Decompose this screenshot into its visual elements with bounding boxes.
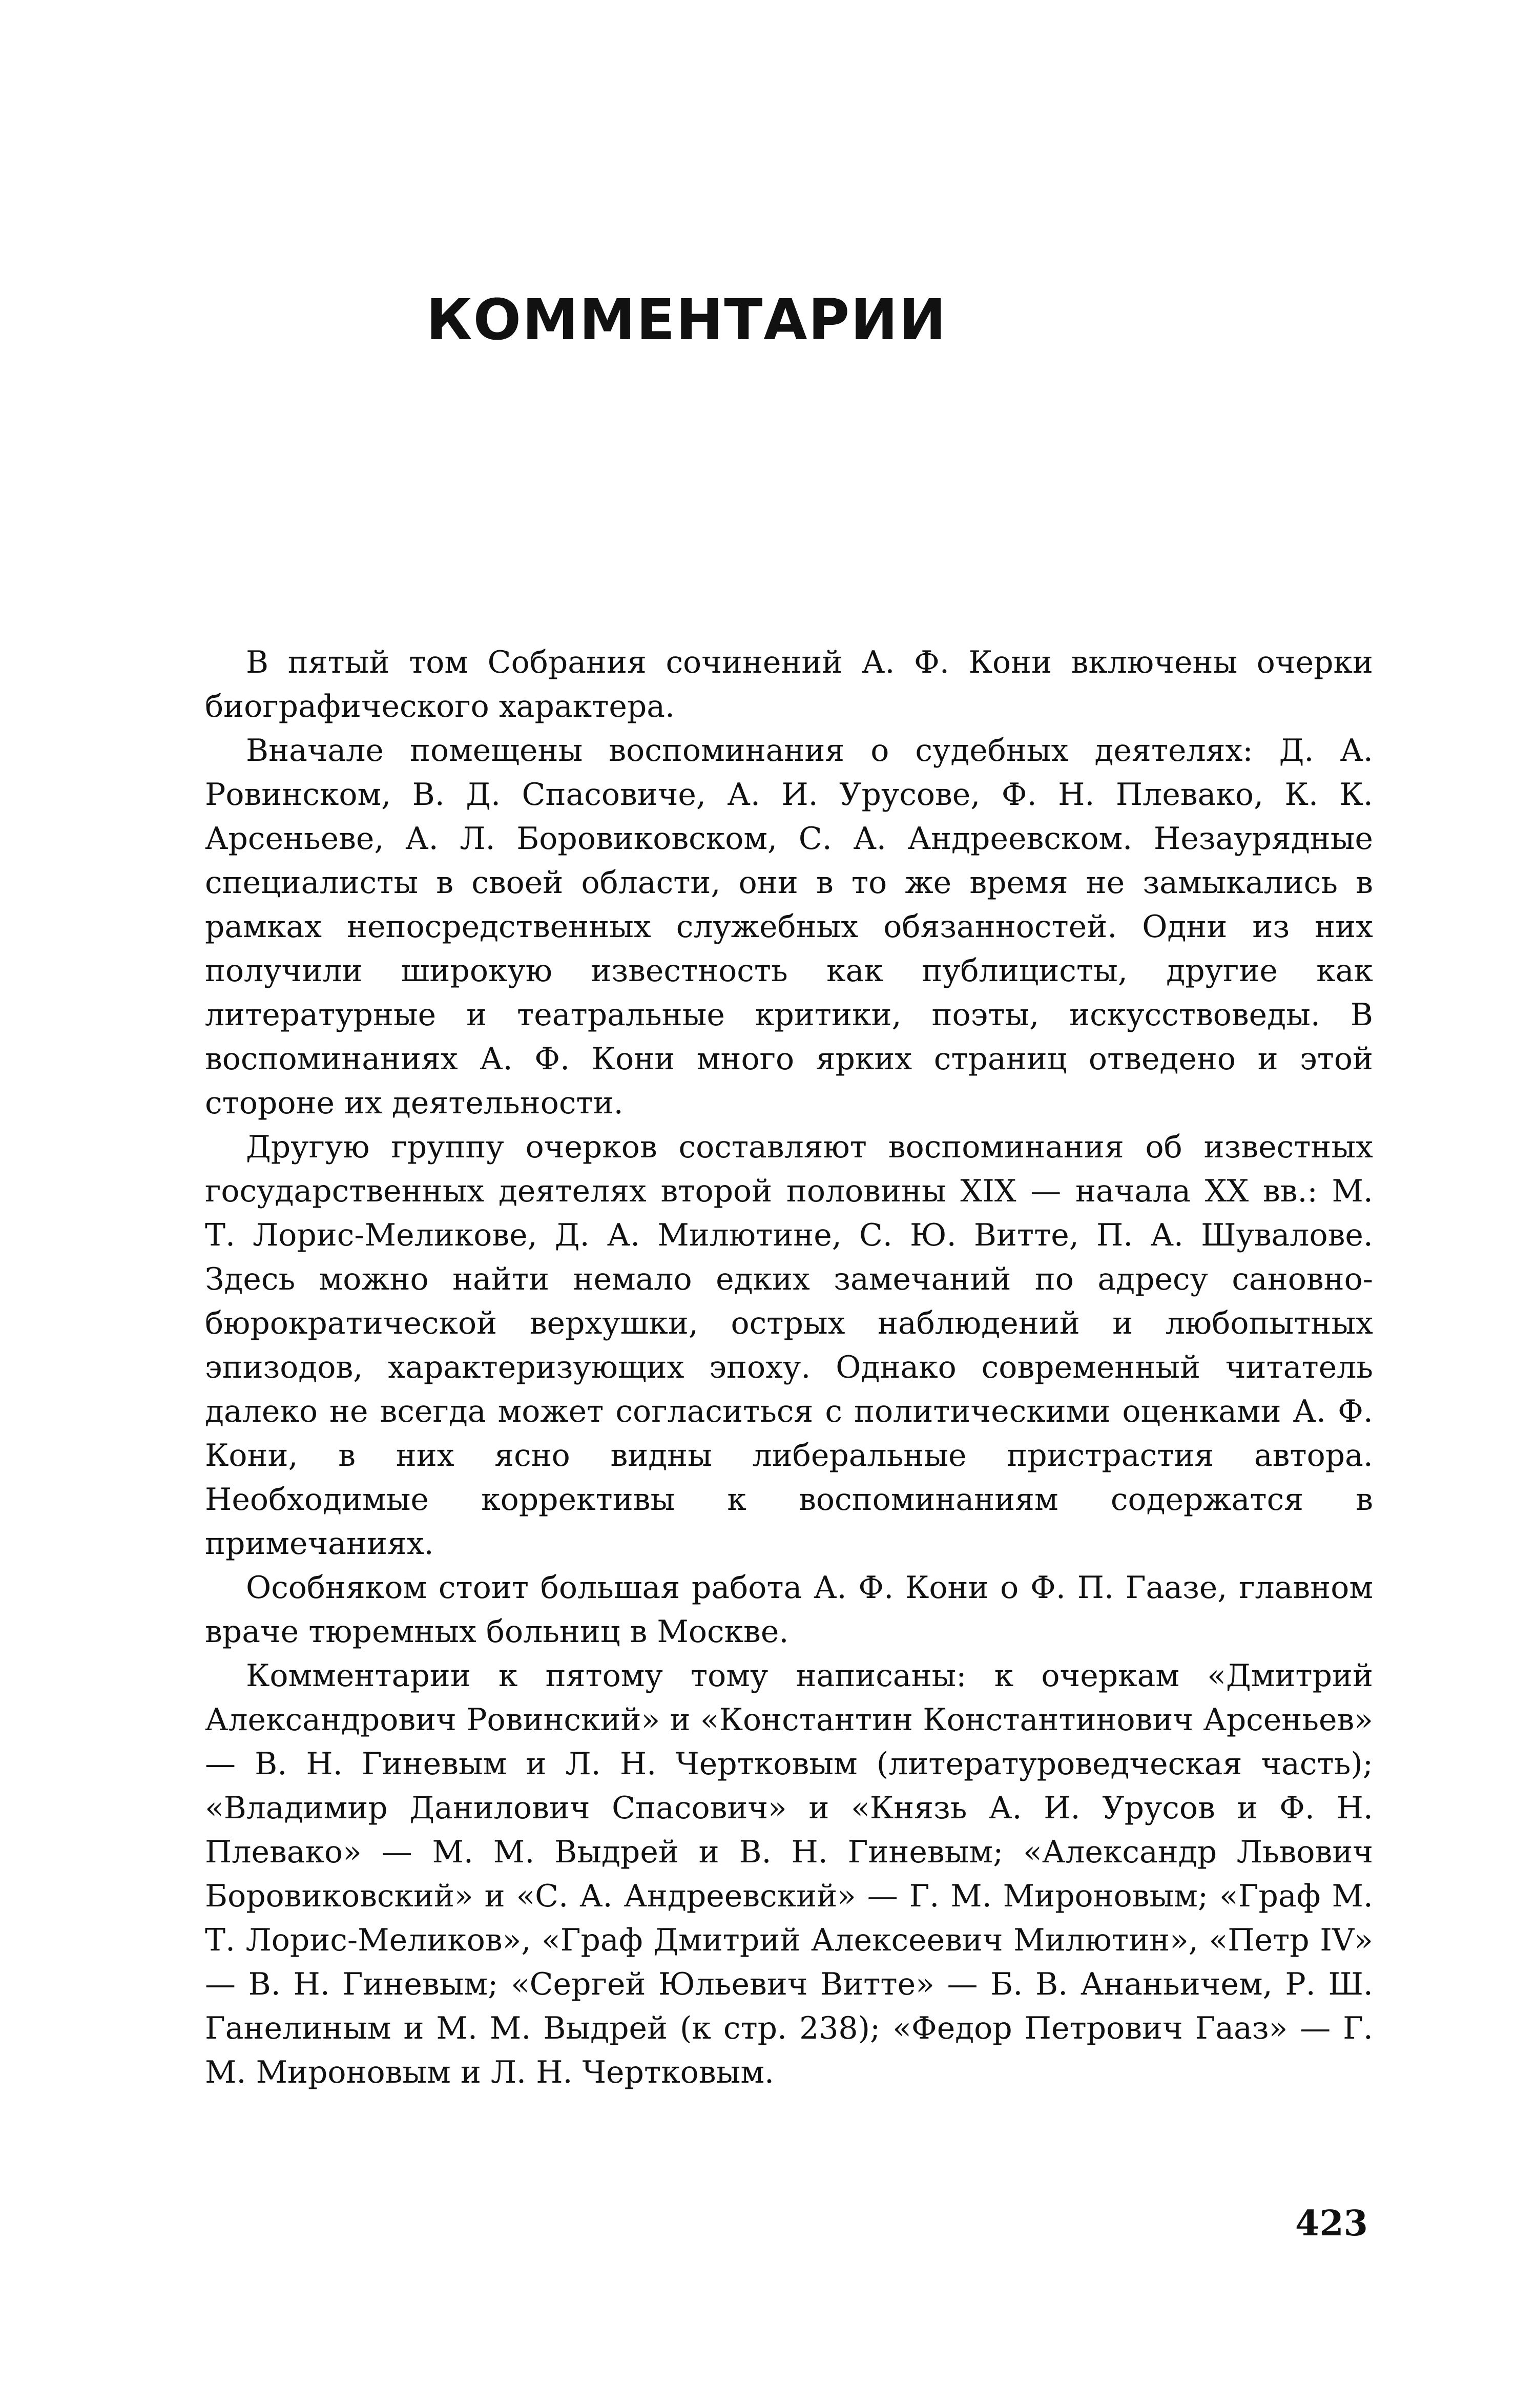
page-title: КОММЕНТАРИИ bbox=[426, 287, 947, 352]
paragraph-intro: В пятый том Собрания сочинений А. Ф. Кони включены очерки биографического характера. bbox=[205, 645, 1373, 724]
page-number: 423 bbox=[1295, 2203, 1368, 2244]
paragraph-judicial-figures: Вначале помещены воспоминания о судебных деятелях: Д. А. Ровинском, В. Д. Спасовиче, А. И. Урусове, Ф. Н. Плевако, К. К. Арсеньеве, А. Л. Боровиковском, С. А. Андреевском. Незаурядные специалисты в своей области, они в то же время не замыкались в рамках непосредственных служебных обязанностей. Одни из них получили широкую известность как публицисты, другие как литературные и театральные критики, поэты, искусствоведы. В воспоминаниях А. Ф. Кони много ярких страниц отведено и этой стороне их деятельности. bbox=[205, 733, 1373, 1121]
paragraph-statesmen: Другую группу очерков составляют воспоминания об известных государственных деятелях второй половины XIX — начала XX вв.: М. Т. Лорис-Меликове, Д. А. Милютине, С. Ю. Витте, П. А. Шувалове. Здесь можно найти немало едких замечаний по адресу сановно-бюрократической верхушки, острых наблюдений и любопытных эпизодов, характеризующих эпоху. Однако современный читатель далеко не всегда может согласиться с политическими оценками А. Ф. Кони, в них ясно видны либеральные пристрастия автора. Необходимые коррективы к воспоминаниям содержатся в примечаниях. bbox=[205, 1129, 1373, 1562]
commentary-text bbox=[205, 640, 1373, 2094]
paragraph-haaz: Особняком стоит большая работа А. Ф. Кони о Ф. П. Гаазе, главном враче тюремных больниц в Москве. bbox=[205, 1570, 1373, 1650]
paragraph-authors: Комментарии к пятому тому написаны: к очеркам «Дмитрий Александрович Ровинский» и «Константин Константинович Арсеньев» — В. Н. Гиневым и Л. Н. Чертковым (литературоведческая часть); «Владимир Данилович Спасович» и «Князь А. И. Урусов и Ф. Н. Плевако» — М. М. Выдрей и В. Н. Гиневым; «Александр Львович Боровиковский» и «С. А. Андреевский» — Г. М. Мироновым; «Граф М. Т. Лорис-Меликов», «Граф Дмитрий Алексеевич Милютин», «Петр IV» — В. Н. Гиневым; «Сергей Юльевич Витте» — Б. В. Ананьичем, Р. Ш. Ганелиным и М. М. Выдрей (к стр. 238); «Федор Петрович Гааз» — Г. М. Мироновым и Л. Н. Чертковым. bbox=[205, 1658, 1373, 2090]
